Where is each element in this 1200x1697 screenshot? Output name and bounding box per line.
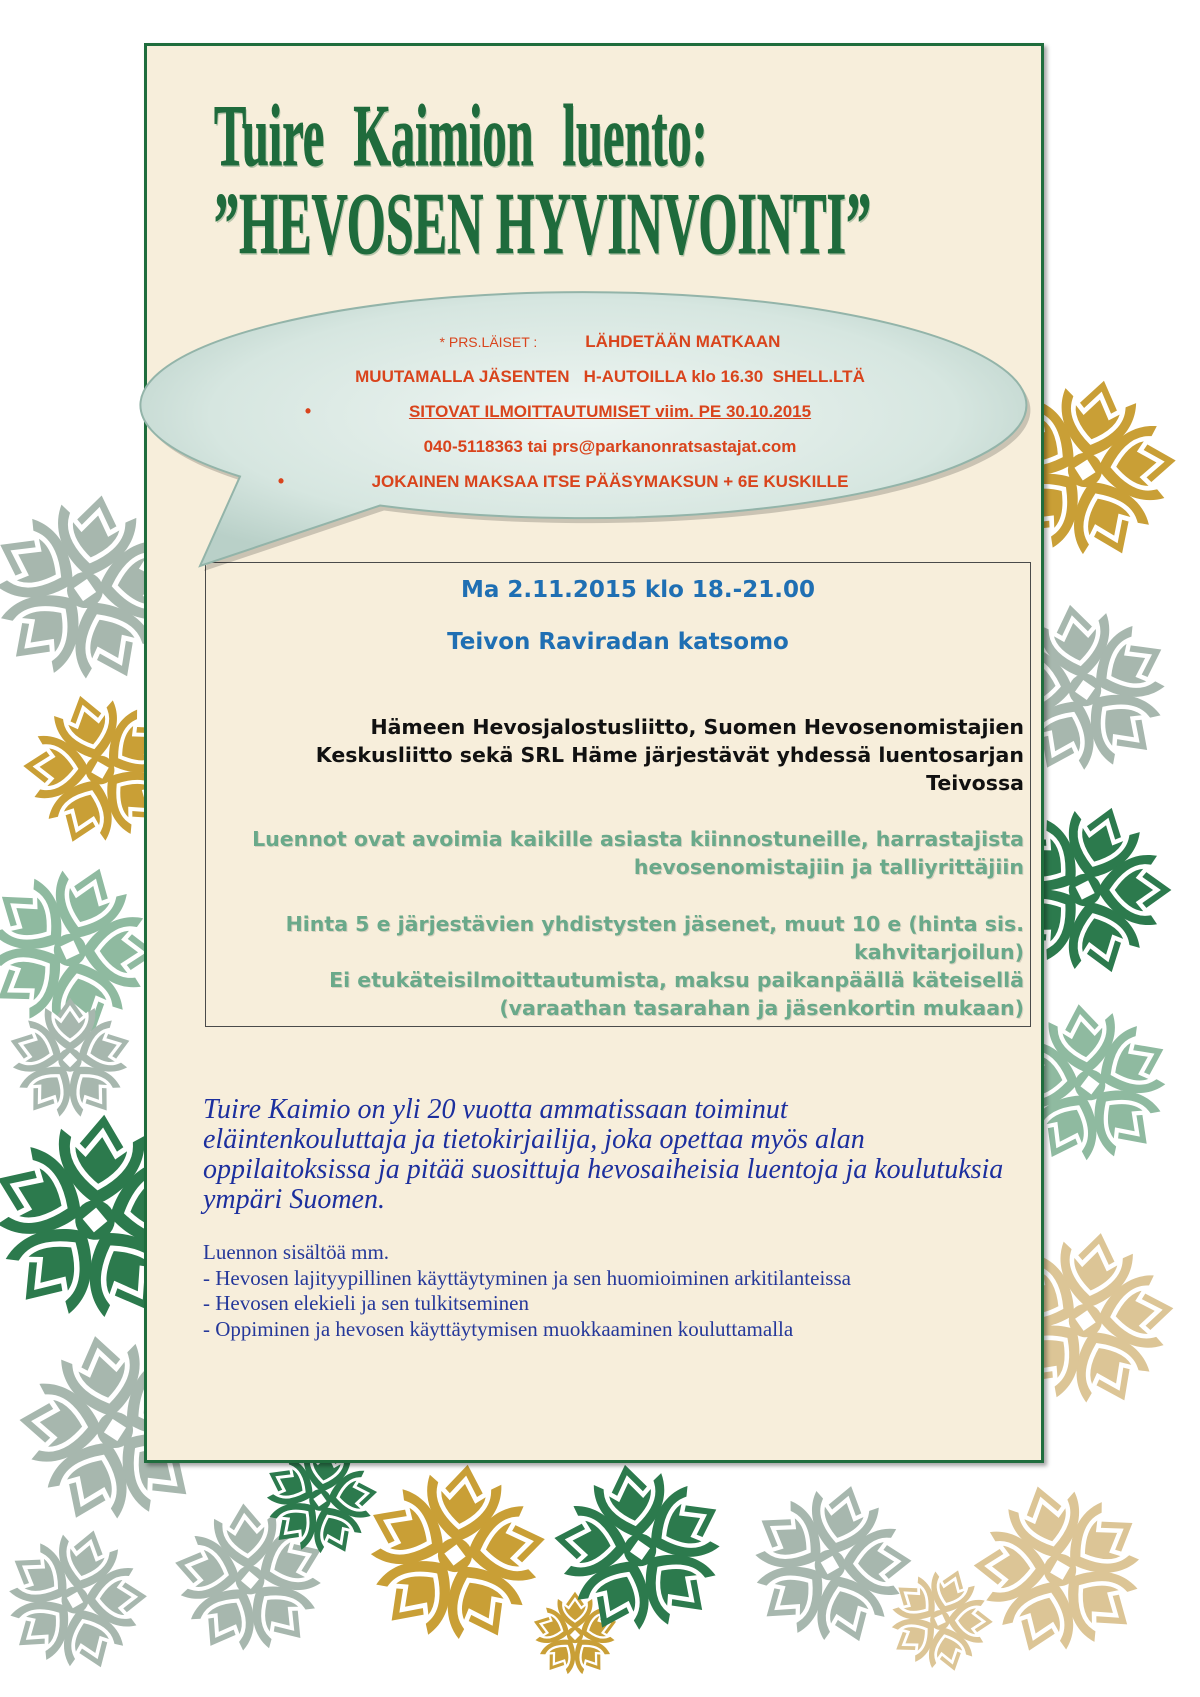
flower-decoration <box>3 998 137 1126</box>
lecture-contents-item: - Hevosen elekieli ja sen tulkitseminen <box>203 1291 529 1315</box>
title-line-1: Tuire Kaimion luento: <box>214 88 708 185</box>
price-line: kahvitarjoilun) <box>854 940 1024 964</box>
audience-line: hevosenomistajiin ja talliyrittäjiin <box>633 855 1024 879</box>
organizers-line: Hämeen Hevosjalostusliitto, Suomen Hevosenomistajien <box>370 715 1024 739</box>
bubble-prefix: * PRS.LÄISET : <box>439 334 538 350</box>
bio-line: eläintenkouluttaja ja tietokirjailija, joka opettaa myös alan <box>203 1124 865 1155</box>
organizers-line: Keskusliitto sekä SRL Häme järjestävät yhdessä luentosarjan <box>315 743 1024 767</box>
bio-line: oppilaitoksissa ja pitää suosittuja hevosaiheisia luentoja ja koulutuksia <box>203 1154 1004 1185</box>
flower-decoration <box>0 1510 168 1693</box>
bio-line: ympäri Suomen. <box>203 1184 385 1215</box>
poster-card <box>144 43 1044 1463</box>
bubble-line-4: 040-5118363 tai prs@parkanonratsastajat.com <box>423 437 797 456</box>
bullet-icon: • <box>277 471 285 491</box>
bubble-line-2: MUUTAMALLA JÄSENTEN H-AUTOILLA klo 16.30 SHELL.LTÄ <box>355 367 865 386</box>
bubble-line-5: JOKAINEN MAKSAA ITSE PÄÄSYMAKSUN + 6E KUSKILLE <box>371 472 849 491</box>
price-line: (varaathan tasarahan ja jäsenkortin mukaan) <box>499 996 1024 1020</box>
lecture-contents <box>203 1240 851 1342</box>
speaker-bio <box>203 1095 1003 1215</box>
flower-decoration <box>948 1462 1173 1681</box>
price-text <box>286 910 1024 1022</box>
event-info-box <box>205 562 1031 1027</box>
flower-decoration <box>344 1451 564 1663</box>
bullet-icon: • <box>304 401 312 421</box>
organizers-line: Teivossa <box>926 771 1024 795</box>
price-line: Ei etukäteisilmoittautumista, maksu paikanpäällä käteisellä <box>329 968 1024 992</box>
bio-line: Tuire Kaimio on yli 20 vuotta ammatissaan toiminut <box>203 1094 788 1125</box>
audience-text <box>252 825 1024 881</box>
event-datetime: Ma 2.11.2015 klo 18.-21.00 <box>461 577 815 603</box>
bubble-text <box>180 324 1040 499</box>
lecture-contents-heading: Luennon sisältöä mm. <box>203 1240 390 1264</box>
event-venue: Teivon Raviradan katsomo <box>447 629 789 655</box>
bubble-line-1 <box>180 324 1040 359</box>
lecture-contents-item: - Oppiminen ja hevosen käyttäytymisen muokkaaminen kouluttamalla <box>203 1316 794 1341</box>
audience-line: Luennot ovat avoimia kaikille asiasta kiinnostuneille, harrastajista <box>252 827 1024 851</box>
bubble-registration: SITOVAT ILMOITTAUTUMISET viim. PE 30.10.2015 <box>408 402 812 421</box>
title-line-2: ”HEVOSEN HYVINVOINTI” <box>214 176 872 273</box>
bubble-departure: LÄHDETÄÄN MATKAAN <box>585 332 781 351</box>
organizers-text <box>316 713 1024 797</box>
lecture-contents-item: - Hevosen lajityypillinen käyttäytyminen ja sen huomioiminen arkitilanteissa <box>203 1265 851 1290</box>
price-line: Hinta 5 e järjestävien yhdistysten jäsenet, muut 10 e (hinta sis. <box>285 912 1024 936</box>
